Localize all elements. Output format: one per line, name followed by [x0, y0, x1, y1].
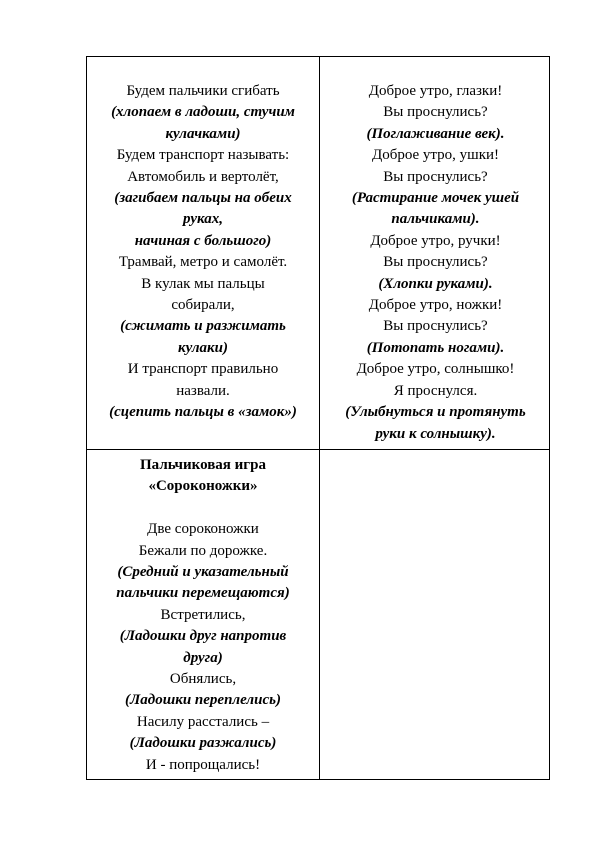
verse-line: Обнялись,: [169, 671, 237, 688]
verse-line: Насилу расстались –: [136, 713, 270, 730]
verse-line: (Средний и указательный: [117, 564, 289, 581]
verse-line: (Потопать ногами).: [366, 339, 505, 356]
centipedes-verse: [91, 519, 315, 776]
game-title-line2: «Сороконожки»: [148, 478, 258, 495]
verse-line: Доброе утро, ножки!: [368, 297, 503, 314]
verse-line: друга): [183, 649, 223, 666]
cell-empty: [320, 450, 551, 781]
verse-line: Вы проснулись?: [383, 168, 488, 185]
cell-good-morning-poem: [320, 81, 551, 445]
verse-line: Будем транспорт называть:: [116, 147, 290, 164]
verse-line: (Ладошки разжались): [129, 735, 277, 752]
verse-line: Я проснулся.: [393, 382, 478, 399]
verse-line: руки к солнышку).: [375, 425, 496, 442]
verse-line: И транспорт правильно: [127, 361, 279, 378]
cell-transport-poem: [87, 81, 319, 424]
verse-line: Вы проснулись?: [383, 104, 488, 121]
verse-line: (Ладошки друг напротив: [119, 628, 287, 645]
verse-line: (загибаем пальцы на обеих: [114, 190, 292, 207]
verse-line: (Хлопки руками).: [378, 275, 493, 292]
verse-line: (Поглаживание век).: [366, 125, 505, 142]
verse-line: Автомобиль и вертолёт,: [127, 168, 279, 185]
verse-line: Бежали по дорожке.: [138, 542, 268, 559]
verse-line: И - попрощались!: [145, 756, 261, 773]
verse-line: начиная с большого): [134, 232, 272, 249]
blank-line: [91, 498, 315, 519]
verse-line: (Улыбнуться и протянуть: [345, 404, 526, 421]
poem-table: [86, 56, 550, 780]
verse-line: Доброе утро, солнышко!: [356, 361, 515, 378]
verse-line: Вы проснулись?: [383, 254, 488, 271]
verse-line: (Ладошки переплелись): [125, 692, 281, 709]
verse-line: (сжимать и разжимать: [120, 318, 286, 335]
verse-line: назвали.: [176, 382, 230, 399]
verse-line: Доброе утро, ручки!: [370, 232, 501, 249]
verse-line: (сцепить пальцы в «замок»): [109, 404, 297, 421]
verse-line: пальчики перемещаются): [116, 585, 290, 602]
verse-line: В кулак мы пальцы: [141, 275, 265, 292]
verse-line: (хлопаем в ладоши, стучим: [111, 104, 295, 121]
game-title-line1: Пальчиковая игра: [140, 457, 266, 473]
verse-line: Две сороконожки: [147, 521, 259, 538]
verse-line: пальчиками).: [391, 211, 480, 228]
verse-line: Доброе утро, глазки!: [368, 83, 503, 99]
verse-line: Будем пальчики сгибать: [126, 83, 280, 99]
verse-line: Доброе утро, ушки!: [371, 147, 500, 164]
verse-line: кулаки): [178, 339, 228, 356]
verse-line: собирали,: [171, 297, 235, 314]
cell-centipedes-game: [87, 455, 319, 776]
verse-line: кулачками): [165, 125, 241, 142]
verse-line: (Растирание мочек ушей: [351, 190, 520, 207]
verse-line: Встретились,: [160, 606, 246, 623]
verse-line: Вы проснулись?: [383, 318, 488, 335]
verse-line: Трамвай, метро и самолёт.: [118, 254, 288, 271]
verse-line: руках,: [183, 211, 223, 228]
